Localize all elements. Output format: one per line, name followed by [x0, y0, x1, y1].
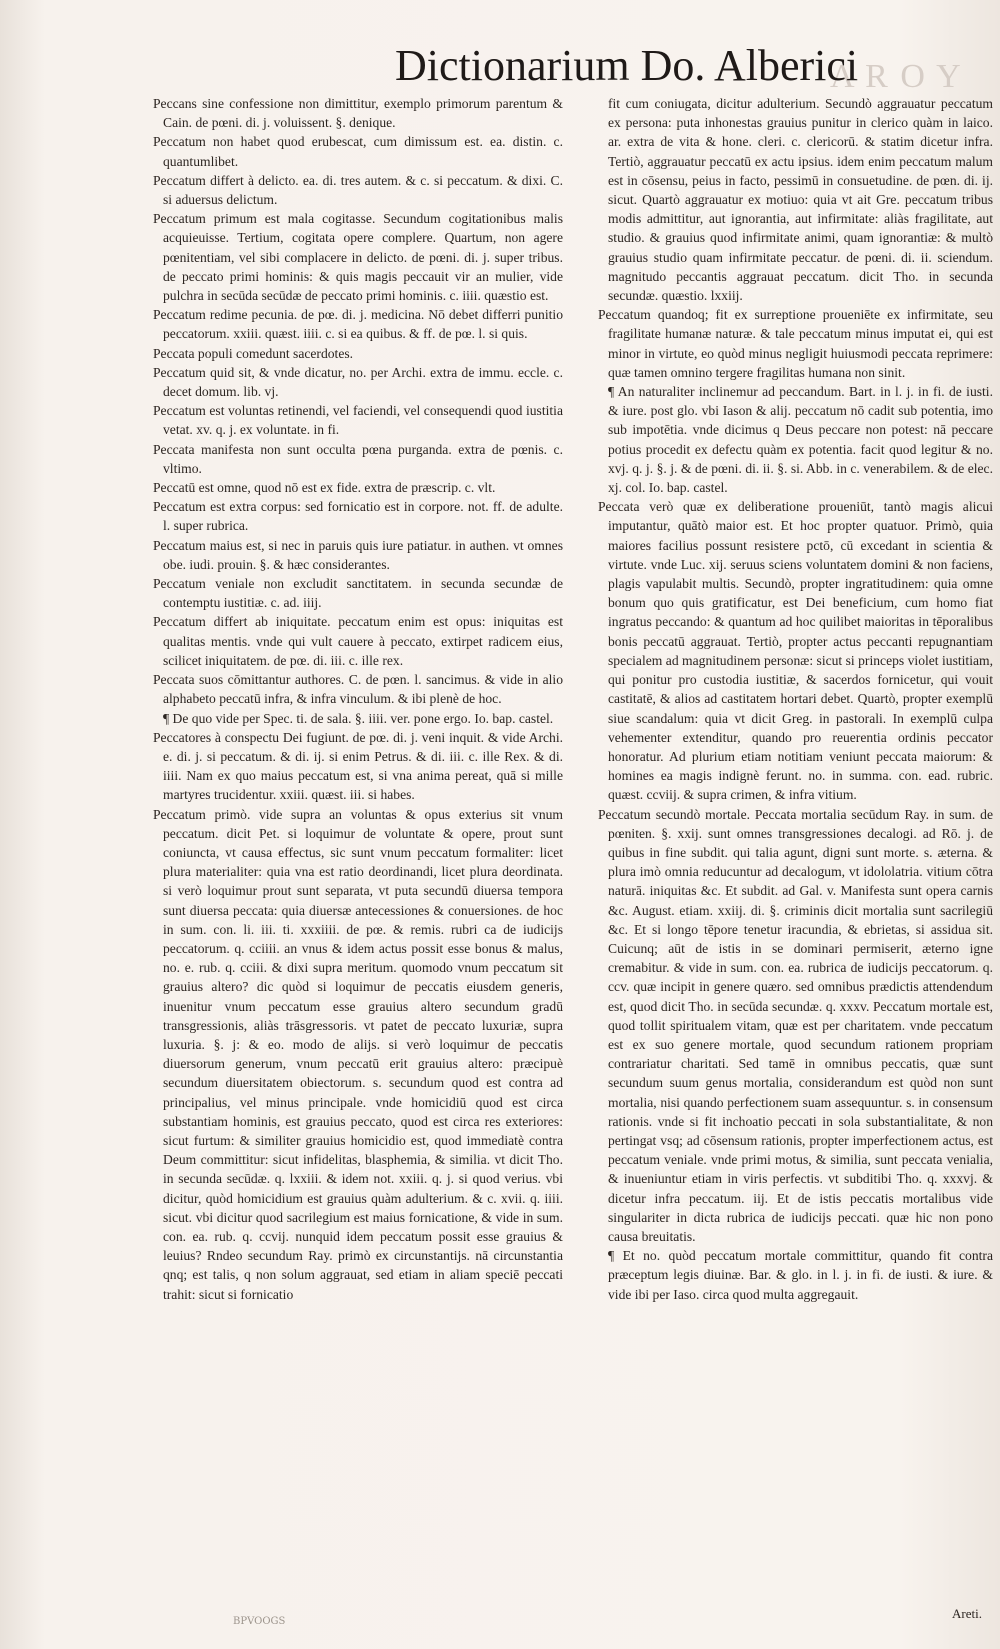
entry: Peccatum redime pecunia. de pœ. di. j. medicina. Nō debet differri punitio peccatorum. xxiii. quæst. iiii. c. si ea quibus. & ff. de pœ. l. si quis.	[153, 307, 563, 342]
entry-continuation: fit cum coniugata, dicitur adulterium. Secundò aggrauatur peccatum ex persona: puta inhonestas grauius punitur in clerico quàm in laico. ar. extra de vita & hone. cleri. c. clericorū. & statim dicetur infra. Tertiò, aggrauatur peccatū ex actu ipsius. idem enim peccatum malum est in cōsensu, peius in facto, pessimū in consuetudine. de pœn. di. ij. sicut. Quartò aggrauatur ex motiuo: quia vt ait Gre. peccatum tribus modis admittitur, aut ignorantia, aut infirmitate: aliàs fragilitate, aut studio. & grauius quod infirmitate animi, quam ignorantiæ: & multò grauius studio quam infirmitate peccatur. de pœni. di. ii. sciendum. magnitudo peccantis aggrauat peccatum. dicit Tho. in secunda secundæ. quæstio. lxxiij.	[608, 96, 993, 304]
catchword: Areti.	[952, 1606, 982, 1621]
entry: Peccata manifesta non sunt occulta pœna purganda. extra de pœnis. c. vltimo.	[153, 441, 563, 476]
entry: Peccatum non habet quod erubescat, cum dimissum est. ea. distin. c. quantumlibet.	[153, 134, 563, 169]
entry: Peccatū est omne, quod nō est ex fide. extra de præscrip. c. vlt.	[153, 480, 496, 496]
entry-note: ¶ De quo vide per Spec. ti. de sala. §. iiii. ver. pone ergo. Io. bap. castel.	[163, 710, 554, 726]
entry: Peccatores à conspectu Dei fugiunt. de pœ. di. j. veni inquit. & vide Archi. e. di. j. si peccatum. & di. ij. si enim Petrus. & di. iii. c. ille Rex. & di. iiii. Nam ex quo maius peccatum est, si vna anima pereat, quā si mille martyres trucidentur. xxiii. quæst. iii. si habes.	[153, 729, 563, 803]
faint-mark: BPVOOGS	[233, 1616, 286, 1627]
entry: Peccatum maius est, si nec in paruis quis iure patiatur. in authen. vt omnes obe. iudi. prouin. §. & hæc considerantes.	[153, 537, 563, 572]
bleed-through-text: A R O Y	[830, 58, 963, 95]
entry: Peccatum est extra corpus: sed fornicatio est in corpore. not. ff. de adulte. l. super rubrica.	[153, 499, 563, 534]
left-column	[153, 94, 563, 1304]
entry: Peccatum veniale non excludit sanctitatem. in secunda secundæ de contemptu iustitiæ. c. ad. iiij.	[153, 576, 563, 611]
entry: Peccatum primò. vide supra an voluntas & opus exterius sit vnum peccatum. dicit Pet. si loquimur de voluntate & opere, prout sunt coniuncta, vt causa effectus, sic sunt vnum peccatum formaliter: licet plura materialiter: quia vna est ratio deordinandi, licet plura deordinata. si verò loquimur prout sunt separata, vt puta secundū diuersa tempora sunt diuersa peccata: quia diuersæ antecessiones & conuersiones. de hoc in sum. con. li. iii. ti. xxxiiii. de pœ. & remis. rubri ca de iudicijs peccatorum. q. cciiii. an vnus & idem actus possit esse bonus & malus, no. e. rub. q. cciii. & dixi supra meritum. quomodo vnum peccatum sit grauius altero? dic quòd si loquimur de peccatis eiusdem generis, inuenitur vnum peccatum esse grauius altero secundum gradū transgressionis, aliàs trāsgressoris. vt patet de peccato luxuriæ, supra luxuria. §. j: & eo. modo de alijs. si verò loquimur de peccatis diuersorum generum, vnum peccatū erit grauius altero: præcipuè secundum diuersitatem obiectorum. s. secundum quod est contra ad principalius, vel minus principale. vnde homicidiū quod est circa substantiam hominis, est grauius peccato, quod est circa res exteriores: sicut furtum: & similiter grauius homicidio est, quod immediatè contra Deum committitur: sicut infidelitas, blasphemia, & similia. vt dicit Tho. in secunda secūdæ. q. lxxiii. & idem not. xxiii. q. j. si quod verius. vbi dicitur, quòd homicidium est grauius quàm adulterium. & c. xvii. q. iiii. sicut. vbi dicitur quod sacrilegium est maius fornicatione, & vide in sum. con. ea. rub. q. ccvij. nunquid idem peccatum possit esse grauius & leuius? Rndeo secundum Ray. primò ex circunstantijs. nā circunstantia qnq; est talis, q non solum aggrauat, sed etiam in aliam speciē peccati trahit: sicut si fornicatio	[153, 806, 563, 1302]
entry: Peccata suos cōmittantur authores. C. de pœn. l. sancimus. & vide in alio alphabeto peccatū infra, & infra vinculum. & ibi plenè de hoc.	[153, 672, 563, 707]
entry: Peccatum primum est mala cogitasse. Secundum cogitationibus malis acquieuisse. Tertium, cogitata opere complere. Quartum, non agere pœnitentiam, vel sibi complacere in delicto. de pœni. di. j. super tribus. de peccato primi hominis: & quis magis peccauit vir an mulier, vide pulchra in secūda secūdæ de peccato primi hominis. c. iiii. quæstio est.	[153, 211, 563, 304]
entry: Peccatum est voluntas retinendi, vel faciendi, vel consequendi quod iustitia vetat. xv. q. j. ex voluntate. in fi.	[153, 403, 563, 438]
entry: Peccatum differt à delicto. ea. di. tres autem. & c. si peccatum. & dixi. C. si aduersus delictum.	[153, 172, 563, 208]
entry: Peccatum quandoq; fit ex surreptione proueniēte ex infirmitate, seu fragilitate humanæ naturæ. & tale peccatum minus imputat ei, qui est minor in virtute, eo quòd minus negligit huiusmodi peccata reprimere: quæ tamen omnino tergere fragilitas humana non sinit.	[598, 307, 993, 380]
page-title: Dictionarium Do. Alberici	[395, 41, 859, 90]
entry: Peccata verò quæ ex deliberatione proueniūt, tantò magis alicui imputantur, quātò maior est. Et hoc propter quatuor. Primò, quia maiores facilius possunt resistere pctō, cū excedant in scientia & virtute. vnde Luc. xij. seruus sciens voluntatem domini & non faciens, plagis vapulabit multis. Secundò, propter ingratitudinem: quia omne bonum quo quis gratificatur, est Dei beneficium, cum homo fiat ingratus peccando: & quantum ad hoc quilibet maioritas in tēporalibus bonis peccatū aggrauat. Tertiò, propter actus peccanti repugnantiam specialem ad magnitudinem personæ: sicut si princeps violet iustitiam, qui ponitur pro custodia iustitiæ, & sacerdos fornicetur, qui vouit castitatē, & alios ad castitatem hortari debet. Quartò, propter exemplū siue scandalum: quia vt dicit Greg. in pastorali. In exemplū culpa vehementer extenditur, quando pro reuerentia ordinis peccator honoratur. Ad plurium etiam notitiam veniunt peccata maiorum: & homines ea magis indignè ferunt. no. in summa. con. ead. rubric. quæst. ccviij. & supra crimen, & infra vitium.	[598, 499, 993, 803]
entry: Peccans sine confessione non dimittitur, exemplo primorum parentum & Cain. de pœni. di. j. voluissent. §. denique.	[153, 96, 563, 131]
entry: Peccata populi comedunt sacerdotes.	[153, 345, 354, 361]
entry: Peccatum differt ab iniquitate. peccatum enim est opus: iniquitas est qualitas mentis. vnde qui vult cauere à peccato, extirpet radicem eius, scilicet iniquitatem. de pœ. di. iii. c. ille rex.	[153, 614, 563, 668]
entry: Peccatum secundò mortale. Peccata mortalia secūdum Ray. in sum. de pœniten. §. xxij. sunt omnes transgressiones decalogi. ad Rō. j. de quibus in fine subdit. qui talia agunt, digni sunt morte. s. æterna. & plura imò omnia reducuntur ad decalogum, vt idololatria. vitium cōtra naturā. iniquitas &c. Et subdit. ad Gal. v. Manifesta sunt opera carnis &c. August. etiam. xxiij. di. §. criminis dicit mortalia sunt sacrilegiū &c. Et si longo tēpore tenetur iracundia, & ebrietas, si assidua sit. Cuicunq; aūt de istis in se dominari permiserit, æterno igne cremabitur. & vide in sum. con. ea. rubrica de iudicijs peccatorum. q. ccv. quæ incipit in genere quæro. sed omnibus prædictis attendendum est, quod dicit Tho. in secūda secundæ. q. xxxv. Peccatum mortale est, quod tollit spiritualem vitam, quæ est per charitatem. vnde peccatum est ex suo genere mortale, quod secundum rationem propriam contrariatur charitati. Sed tamē in omnibus peccatis, quæ sunt secundum suum genus mortalia, considerandum est quòd non sunt mortalia, nisi quando perfectionem suam assequuntur. s. in consensum rationis. vnde si fit inchoatio peccati in sola substantialitate, & non pertingat vsq; ad cōsensum rationis, propter imperfectionem actus, est peccatum veniale. vnde primi motus, & similia, sunt peccata venialia, & inueniuntur etiam in viris perfectis. vt subditibi Tho. q. xxxvj. & dicetur infra peccatum. iij. Et de istis peccatis mortalibus vide singulariter in dicta rubrica de iudicijs peccati. quæ hic non pono causa breuitatis.	[598, 806, 993, 1244]
entry: Peccatum quid sit, & vnde dicatur, no. per Archi. extra de immu. eccle. c. decet domum. lib. vj.	[153, 364, 563, 400]
entry-note: ¶ An naturaliter inclinemur ad peccandum. Bart. in l. j. in fi. de iusti. & iure. post glo. vbi Iason & alij. peccatum nō cadit sub potentia, imo sub impotētia. vnde dicimus q Deus peccare non potest: nā peccare potius procedit ex defectu quàm ex potentia. facit quod legitur & no. xvj. q. j. §. j. & de pœni. di. ii. §. si. Abb. in c. venerabilem. & de elec. xj. col. Io. bap. castel.	[608, 384, 993, 496]
right-column	[598, 94, 993, 1304]
entry-note: ¶ Et no. quòd peccatum mortale committitur, quando fit contra præceptum legis diuinæ. Bar. & glo. in l. j. in fi. de iusti. & iure. & vide ibi per Iaso. circa quod multa aggregauit.	[608, 1248, 993, 1302]
